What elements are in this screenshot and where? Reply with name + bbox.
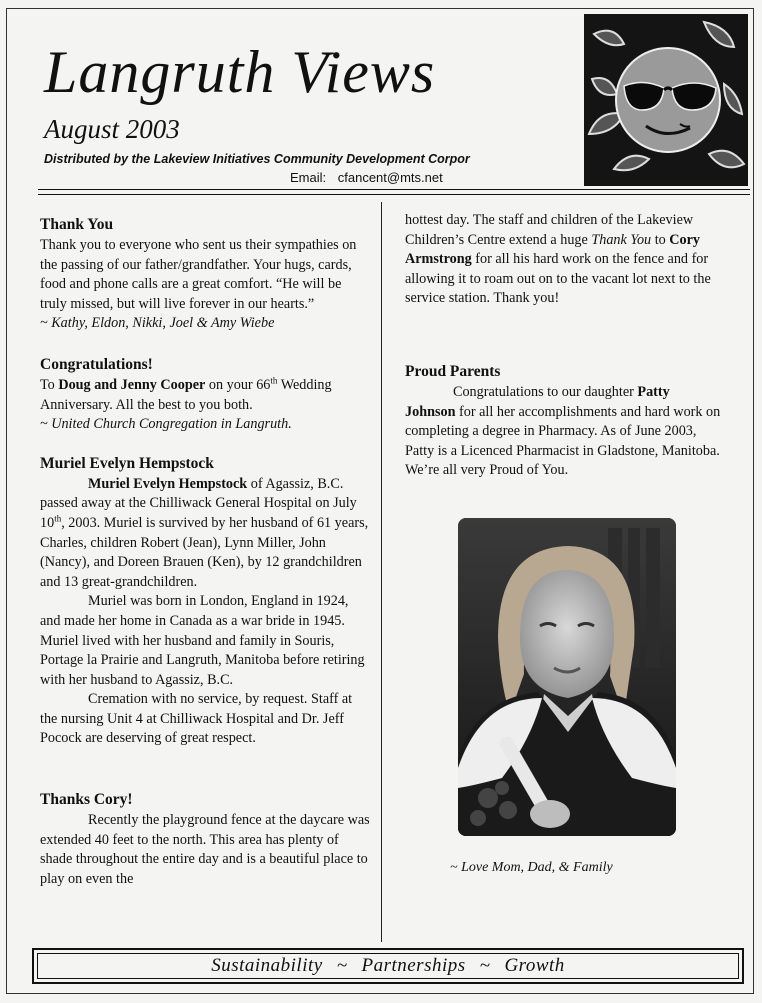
distributed-by-line: Distributed by the Lakeview Initiatives Community Development Corpor <box>44 152 470 166</box>
email-address: cfancent@mts.net <box>337 170 443 185</box>
congrats-rest: Wedding Anniversary. All the best to you both. <box>40 376 332 413</box>
masthead-rule-bottom <box>38 194 750 195</box>
article-body <box>405 383 723 481</box>
daughter-name: Patty Johnson <box>405 383 670 420</box>
article-thank-you <box>40 214 370 334</box>
article-thanks-cory <box>40 789 370 889</box>
email-line <box>290 170 443 185</box>
left-column <box>40 214 370 889</box>
article-heading: Congratulations! <box>40 355 153 373</box>
article-signature: ~ United Church Congregation in Langruth. <box>40 416 292 433</box>
cory-to: to <box>654 231 666 248</box>
article-heading: Thank You <box>40 216 114 233</box>
obituary-text-a: of Agassiz, B.C. passed away at the Chilliwack General Hospital on July 10 <box>40 475 357 531</box>
article-thanks-cory-continued <box>405 211 723 309</box>
email-label: Email: <box>290 170 327 185</box>
footer-banner <box>32 948 744 984</box>
thank-you-italic: Thank You <box>591 231 652 248</box>
proud-intro: Congratulations to our daughter <box>453 383 634 400</box>
article-congratulations <box>40 354 370 435</box>
footer-word-sustainability: Sustainability <box>211 955 323 976</box>
obituary-text-b: , 2003. Muriel is survived by her husband of 61 years, Charles, children Robert (Jean), Lynn Miller, John (Nancy), and Doreen Brauen (Ken), by 12 grandchildren and 13 great-grandchildren. <box>40 514 369 590</box>
sun-with-sunglasses-icon <box>584 14 748 186</box>
article-heading: Proud Parents <box>405 362 501 380</box>
cory-text-a: hottest day. The staff and children of the Lakeview Children’s Centre extend a huge <box>405 212 694 248</box>
footer-separator: ~ <box>479 955 491 976</box>
article-proud-parents <box>405 361 723 481</box>
proud-text: for all her accomplishments and hard work on completing a degree in Pharmacy. As of June 2003, Patty is a Licenced Pharmacist in Gladstone, Manitoba. We’re all very Proud of You. <box>405 403 721 479</box>
congrats-on: on your 66 <box>208 376 271 393</box>
article-heading: Thanks Cory! <box>40 791 133 809</box>
footer-word-growth: Growth <box>504 955 565 976</box>
cory-text-b: for all his hard work on the fence and for allowing it to roam out on to the vacant lot next to the service station. Thank you! <box>405 251 711 307</box>
right-column <box>405 211 723 481</box>
article-body: Thank you to everyone who sent us their sympathies on the passing of our father/grandfather. Your hugs, cards, food and phone calls are a great comfort. “He will be truly missed, but will live forever in our hearts.” <box>40 237 357 312</box>
masthead-title: Langruth Views <box>44 39 436 105</box>
footer-banner-inner <box>37 953 739 979</box>
article-body: Recently the playground fence at the daycare was extended 40 feet to the north. This area has plenty of shade throughout the entire day and is a beautiful place to play on even the <box>40 812 370 887</box>
ordinal-suffix: th <box>54 513 62 524</box>
article-body <box>40 376 370 415</box>
footer-word-partnerships: Partnerships <box>361 955 466 976</box>
issue-date: August 2003 <box>44 114 180 144</box>
article-obituary <box>40 453 370 749</box>
obituary-paragraph-1 <box>40 475 370 593</box>
column-divider <box>381 202 382 942</box>
cory-name: Cory Armstrong <box>405 231 701 268</box>
couple-names: Doug and Jenny Cooper <box>58 376 206 393</box>
footer-separator: ~ <box>336 955 348 976</box>
photo-caption: ~ Love Mom, Dad, & Family <box>450 860 613 875</box>
obituary-name: Muriel Evelyn Hempstock <box>88 475 248 492</box>
graduate-portrait <box>458 518 676 836</box>
masthead-rule-top <box>38 189 750 190</box>
article-signature: ~ Kathy, Eldon, Nikki, Joel & Amy Wiebe <box>40 315 275 332</box>
obituary-paragraph-2: Muriel was born in London, England in 1924, and made her home in Canada as a war bride in 1945. Muriel lived with her husband and family in Souris, Portage la Prairie and Langruth, Manitoba before retiring with her husband to Agassiz, B.C. <box>40 593 365 688</box>
ordinal-suffix: th <box>270 375 278 386</box>
obituary-paragraph-3: Cremation with no service, by request. Staff at the nursing Unit 4 at Chilliwack Hospital and Dr. Jeff Pocock are deserving of great respect. <box>40 691 353 747</box>
article-body-continued <box>405 211 723 309</box>
article-heading: Muriel Evelyn Hempstock <box>40 454 214 472</box>
congrats-to: To <box>40 376 55 393</box>
